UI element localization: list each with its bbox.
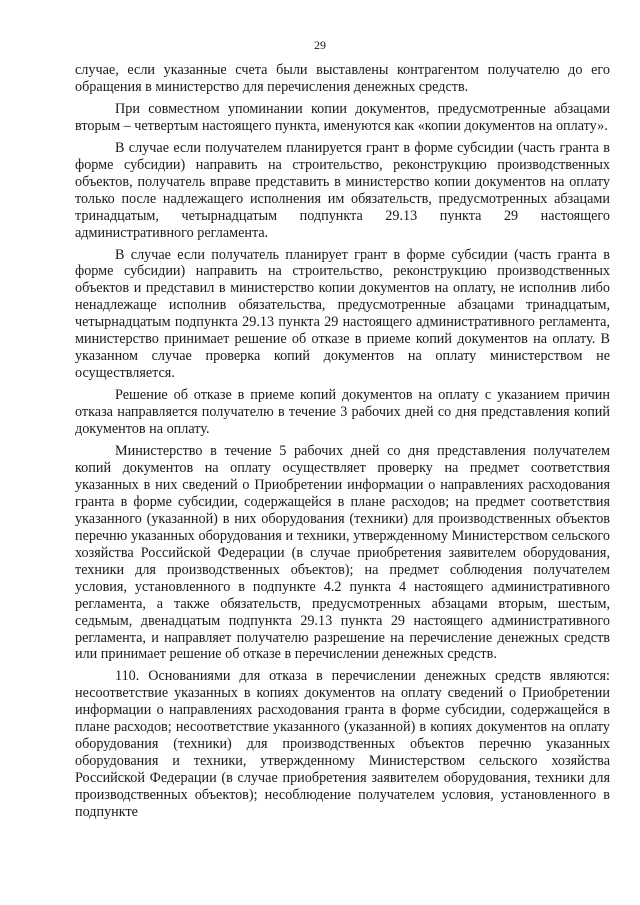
paragraph-ministry-check: Министерство в течение 5 рабочих дней со дня представления получателем копий документов на оплату осуществляет проверку на предмет соответствия указанных в них сведений о Приобретении информации о направлениях расходования гранта в форме субсидии, содержащейся в плане расходов; на предмет соответствия указанного (указанной) в них оборудования (техники) для производственных объектов перечню указанных оборудования и техники, утвержденному Министерством сельского хозяйства Российской Федерации (в случае приобретения заявителем оборудования, техники для производственных объектов); на предмет соблюдения получателем условия, установленного в подпункте 4.2 пункта 4 настоящего административного регламента, а также обязательств, предусмотренных абзацами вторым, шестым, седьмым, двенадцатым подпункта 29.13 пункта 29 настоящего административного регламента, и направляет получателю разрешение на перечисление денежных средств или принимает решение об отказе в перечислении денежных средств. bbox=[75, 443, 610, 663]
paragraph-construction-grant: В случае если получателем планируется грант в форме субсидии (часть гранта в форме субсидии) направить на строительство, реконструкцию производственных объектов, получатель вправе представить в министерство копии документов на оплату только после надлежащего исполнения им обязательств, предусмотренных абзацами тринадцатым, четырнадцатым подпункта 29.13 пункта 29 настоящего административного регламента. bbox=[75, 139, 610, 241]
paragraph-refusal-notice: Решение об отказе в приеме копий документов на оплату с указанием причин отказа направляется получателю в течение 3 рабочих дней со дня представления копий документов на оплату. bbox=[75, 387, 610, 438]
paragraph-copies-definition: При совместном упоминании копии документов, предусмотренные абзацами вторым – четвертым настоящего пункта, именуются как «копии документов на оплату». bbox=[75, 100, 610, 134]
paragraph-item-110: 110. Основаниями для отказа в перечислении денежных средств являются: несоответствие указанных в копиях документов на оплату сведений о Приобретении информации о направлениях расходования гранта в форме субсидии, содержащейся в плане расходов; несоответствие указанного (указанной) в копиях документов на оплату оборудования (техники) для производственных объектов перечню указанных оборудования и техники, утвержденному Министерством сельского хозяйства Российской Федерации (в случае приобретения заявителем оборудования, техники для производственных объектов); несоблюдение получателем условия, установленного в подпункте bbox=[75, 668, 610, 821]
paragraph-continuation: случае, если указанные счета были выставлены контрагентом получателю до его обращения в министерство для перечисления денежных средств. bbox=[75, 62, 610, 95]
paragraph-refusal-condition: В случае если получатель планирует грант в форме субсидии (часть гранта в форме субсидии) направить на строительство, реконструкцию производственных объектов и представил в министерство копии документов на оплату, не исполнив либо ненадлежаще исполнив обязательства, предусмотренные абзацами тринадцатым, четырнадцатым подпункта 29.13 пункта 29 настоящего административного регламента, министерство принимает решение об отказе в приеме копий документов на оплату. В указанном случае проверка копий документов на оплату министерством не осуществляется. bbox=[75, 246, 610, 382]
document-body bbox=[75, 62, 610, 826]
page-number: 29 bbox=[314, 38, 326, 52]
